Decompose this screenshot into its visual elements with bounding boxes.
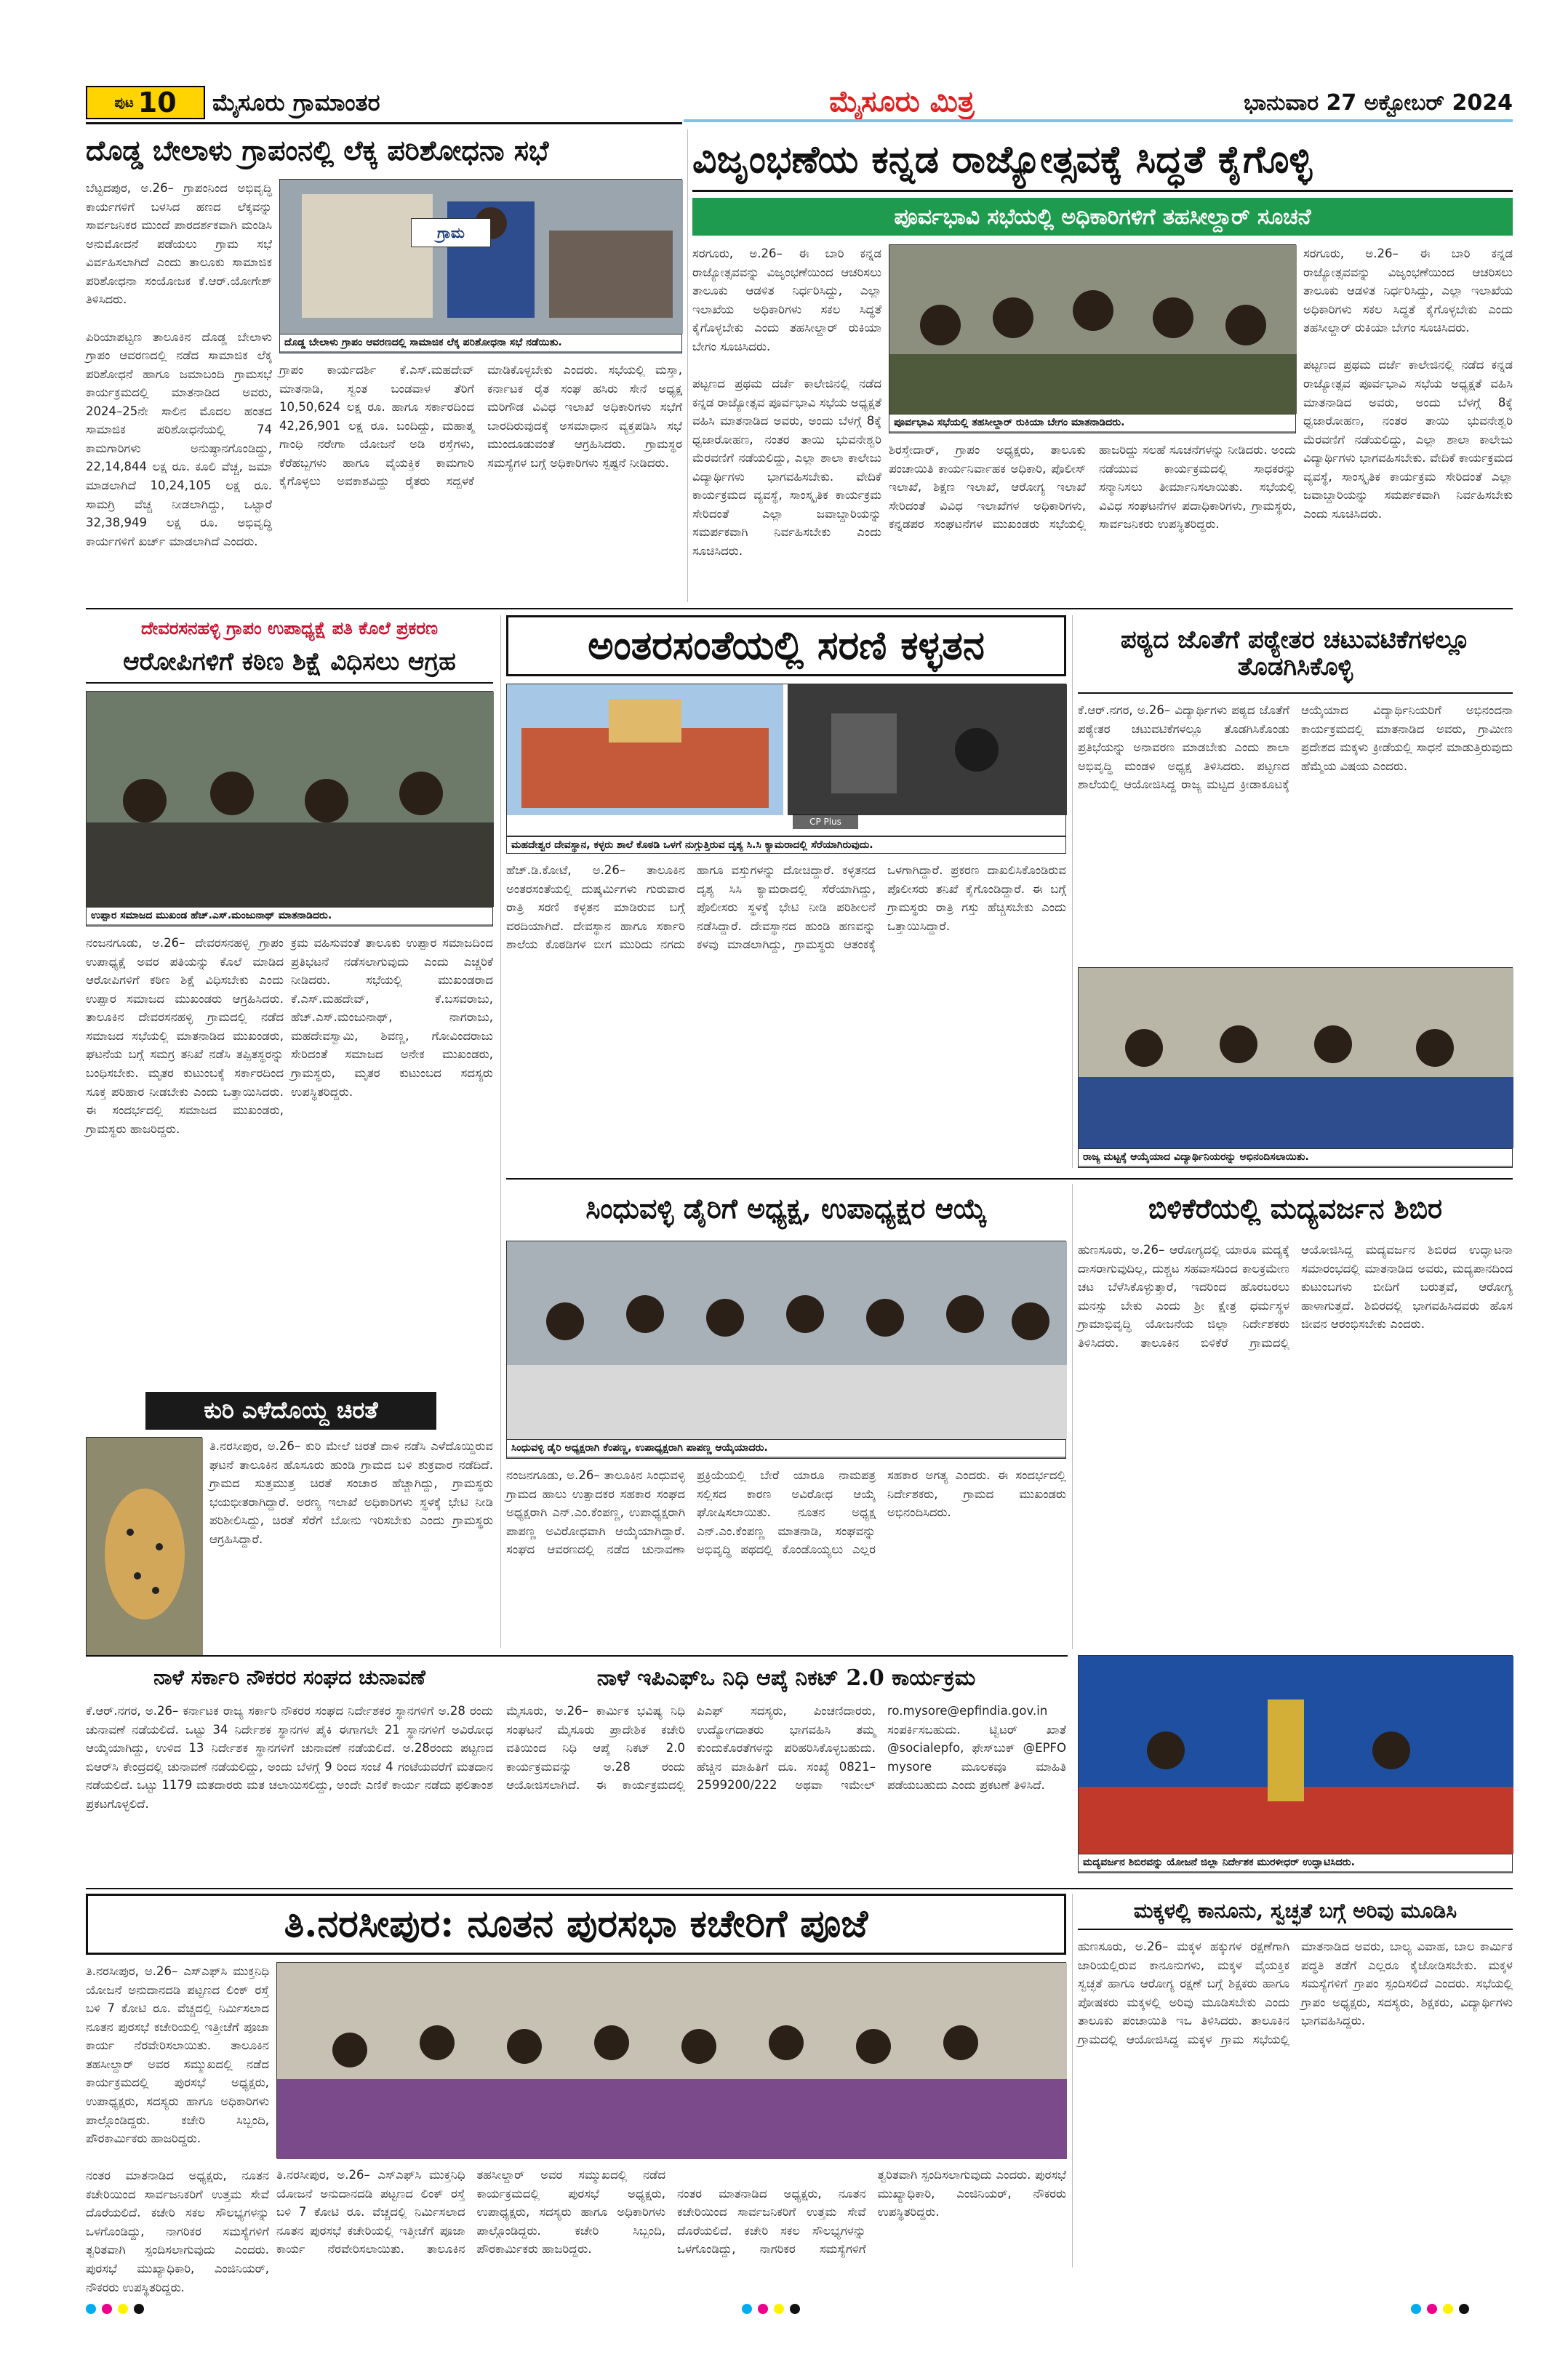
headline-a10: ನಾಳೆ ಇಪಿಎಫ್‌ಒ ನಿಧಿ ಆಪ್ಕೆ ನಿಕಟ್ 2.0 ಕಾರ್ಯಕ್ರಮ <box>596 1665 976 1691</box>
body-a1-bottom: ಗ್ರಾಪಂ ಕಾರ್ಯದರ್ಶಿ ಕೆ.ಎಸ್.ಮಹದೇವ್ ಮಾತನಾಡಿ, ಸ್ವಂತ ಬಂಡವಾಳ ತೆರಿಗೆ 10,50,624 ಲಕ್ಷ ರೂ. ಹಾಗೂ ಸರ್ಕಾರದಿಂದ 42,26,901 ಲಕ್ಷ ರೂ. ಬಂದಿದ್ದು, ಮಹಾತ್ಮ ಗಾಂಧಿ ನರೇಗಾ ಯೋಜನೆ ಅಡಿ ರಸ್ತೆಗಳು, ಕೆರೆಹಬ್ಬಗಳು ಹಾಗೂ ವೈಯಕ್ತಿಕ ಕಾಮಗಾರಿ ಕೈಗೊಳ್ಳಲು ಅವಕಾಶವಿದ್ದು ರೈತರು ಸದ್ಬಳಕೆ ಮಾಡಿಕೊಳ್ಳಬೇಕು ಎಂದರು. ಸಭೆಯಲ್ಲಿ ಮಸ್ತಾ, ಕರ್ನಾಟಕ ರೈತ ಸಂಘ ಹಸಿರು ಸೇನೆ ಅಧ್ಯಕ್ಷ ಮರಿಗೌಡ ವಿವಿಧ ಇಲಾಖೆ ಅಧಿಕಾರಿಗಳು ಸಭೆಗೆ ಬಾರದಿರುವುದಕ್ಕೆ ಅಸಮಾಧಾನ ವ್ಯಕ್ತಪಡಿಸಿ ಸಭೆ ಮುಂದೂಡುವಂತೆ ಆಗ್ರಹಿಸಿದರು. ಗ್ರಾಮಸ್ಥರ ಸಮಸ್ಯೆಗಳ ಬಗ್ಗೆ ಅಧಿಕಾರಿಗಳು ಸ್ಪಷ್ಟನೆ ನೀಡಿದರು. <box>279 363 682 489</box>
rule-1 <box>86 608 1513 609</box>
body-a11-left: ತಿ.ನರಸೀಪುರ, ಅ.26– ಎಸ್‌ಎಫ್‌ಸಿ ಮುಕ್ತನಿಧಿ ಯೋಜನೆ ಅನುದಾನದಡಿ ಪಟ್ಟಣದ ಲಿಂಕ್ ರಸ್ತೆ ಬಳಿ 7 ಕೋಟಿ ರೂ. ವೆಚ್ಚದಲ್ಲಿ ನಿರ್ಮಿಸಲಾದ ನೂತನ ಪುರಸಭೆ ಕಚೇರಿಯಲ್ಲಿ ಇತ್ತೀಚೆಗೆ ಪೂಜಾ ಕಾರ್ಯ ನೆರವೇರಿಸಲಾಯಿತು. ತಾಲೂಕಿನ ತಹಸೀಲ್ದಾರ್ ಅವರ ಸಮ್ಮುಖದಲ್ಲಿ ನಡೆದ ಕಾರ್ಯಕ್ರಮದಲ್ಲಿ ಪುರಸಭೆ ಅಧ್ಯಕ್ಷರು, ಉಪಾಧ್ಯಕ್ಷರು, ಸದಸ್ಯರು ಹಾಗೂ ಅಧಿಕಾರಿಗಳು ಪಾಲ್ಗೊಂಡಿದ್ದರು. ಕಚೇರಿ ಸಿಬ್ಬಂದಿ, ಪೌರಕಾರ್ಮಿಕರು ಹಾಜರಿದ್ದರು. ನಂತರ ಮಾತನಾಡಿದ ಅಧ್ಯಕ್ಷರು, ನೂತನ ಕಚೇರಿಯಿಂದ ಸಾರ್ವಜನಿಕರಿಗೆ ಉತ್ತಮ ಸೇವೆ ದೊರೆಯಲಿದೆ. ಕಚೇರಿ ಸಕಲ ಸೌಲಭ್ಯಗಳನ್ನು ಒಳಗೊಂಡಿದ್ದು, ನಾಗರಿಕರ ಸಮಸ್ಯೆಗಳಿಗೆ ತ್ವರಿತವಾಗಿ ಸ್ಪಂದಿಸಲಾಗುವುದು ಎಂದರು. ಪುರಸಭೆ ಮುಖ್ಯಾಧಿಕಾರಿ, ಎಂಜಿನಿಯರ್, ನೌಕರರು ಉಪಸ್ಥಿತರಿದ್ದರು. <box>86 1964 269 2294</box>
caption-a3: ಉಪ್ಪಾರ ಸಮಾಜದ ಮುಖಂಡ ಹೆಚ್.ಎಸ್.ಮಂಜುನಾಥ್ ಮಾತನಾಡಿದರು. <box>87 907 492 924</box>
headline-a1: ದೊಡ್ಡ ಬೇಲಾಳು ಗ್ರಾಪಂನಲ್ಲಿ ಲೆಕ್ಕ ಪರಿಶೋಧನಾ ಸಭೆ <box>86 134 549 167</box>
header-rule <box>86 122 682 124</box>
body-a8: ತಿ.ನರಸೀಪುರ, ಅ.26– ಕುರಿ ಮೇಲೆ ಚಿರತೆ ದಾಳಿ ನಡೆಸಿ ಎಳೆದೊಯ್ದಿರುವ ಘಟನೆ ತಾಲೂಕಿನ ಹೊಸೂರು ಹುಂಡಿ ಗ್ರಾಮದ ಬಳಿ ಶುಕ್ರವಾರ ನಡೆದಿದೆ. ಗ್ರಾಮದ ಸುತ್ತಮುತ್ತ ಚಿರತೆ ಸಂಚಾರ ಹೆಚ್ಚಾಗಿದ್ದು, ಗ್ರಾಮಸ್ಥರು ಭಯಭೀತರಾಗಿದ್ದಾರೆ. ಅರಣ್ಯ ಇಲಾಖೆ ಅಧಿಕಾರಿಗಳು ಸ್ಥಳಕ್ಕೆ ಭೇಟಿ ನೀಡಿ ಪರಿಶೀಲಿಸಿದ್ದು, ಚಿರತೆ ಸೆರೆಗೆ ಬೋನು ಇರಿಸಬೇಕು ಎಂದು ಗ್ರಾಮಸ್ಥರು ಆಗ್ರಹಿಸಿದ್ದಾರೆ. <box>209 1439 493 1546</box>
photo-a6 <box>506 1241 1066 1459</box>
col-divider-2 <box>500 615 501 1648</box>
rule-2 <box>506 1178 1513 1180</box>
photo-a11 <box>276 1962 1066 2158</box>
headline-a8: ಕುರಿ ಎಳೆದೊಯ್ದ ಚಿರತೆ <box>145 1392 436 1430</box>
col-divider-5 <box>1072 1894 1073 2267</box>
page-number-box <box>86 86 205 119</box>
rule-3 <box>86 1655 1068 1657</box>
col-divider-3 <box>1072 615 1073 1168</box>
headline-a2: ವಿಜೃಂಭಣೆಯ ಕನ್ನಡ ರಾಜ್ಯೋತ್ಸವಕ್ಕೆ ಸಿದ್ಧತೆ ಕೈಗೊಳ್ಳಿ <box>692 129 1513 192</box>
masthead-logo: ಮೈಸೂರು ಮಿತ್ರ <box>829 84 975 119</box>
col-divider <box>687 129 688 602</box>
section-title: ಮೈಸೂರು ಗ್ರಾಮಾಂತರ <box>212 88 380 116</box>
caption-a4: ಮಹದೇಶ್ವರ ದೇವಸ್ಥಾನ, ಕಳ್ಳರು ಶಾಲೆ ಕೊಠಡಿ ಒಳಗೆ ನುಗ್ಗುತ್ತಿರುವ ದೃಶ್ಯ ಸಿ.ಸಿ ಕ್ಯಾಮರಾದಲ್ಲಿ ಸೆರೆಯಾಗಿರುವುದು. <box>506 836 1066 854</box>
body-a5: ಕೆ.ಆರ್.ನಗರ, ಅ.26– ವಿದ್ಯಾರ್ಥಿಗಳು ಪಠ್ಯದ ಜೊತೆಗೆ ಪಠ್ಯೇತರ ಚಟುವಟಿಕೆಗಳಲ್ಲೂ ತೊಡಗಿಸಿಕೊಂಡು ಪ್ರತಿಭೆಯನ್ನು ಅನಾವರಣ ಮಾಡಬೇಕು ಎಂದು ಶಾಲಾ ಅಭಿವೃದ್ಧಿ ಮಂಡಳಿ ಅಧ್ಯಕ್ಷ ತಿಳಿಸಿದರು. ಪಟ್ಟಣದ ಶಾಲೆಯಲ್ಲಿ ಆಯೋಜಿಸಿದ್ದ ರಾಜ್ಯ ಮಟ್ಟದ ಕ್ರೀಡಾಕೂಟಕ್ಕೆ ಆಯ್ಕೆಯಾದ ವಿದ್ಯಾರ್ಥಿನಿಯರಿಗೆ ಅಭಿನಂದನಾ ಕಾರ್ಯಕ್ರಮದಲ್ಲಿ ಮಾತನಾಡಿದ ಅವರು, ಗ್ರಾಮೀಣ ಪ್ರದೇಶದ ಮಕ್ಕಳು ಕ್ರೀಡೆಯಲ್ಲಿ ಸಾಧನೆ ಮಾಡುತ್ತಿರುವುದು ಹೆಮ್ಮೆಯ ವಿಷಯ ಎಂದರು. <box>1078 703 1513 792</box>
page-number: 10 <box>137 87 177 119</box>
headline-a4: ಅಂತರಸಂತೆಯಲ್ಲಿ ಸರಣಿ ಕಳ್ಳತನ <box>506 615 1066 676</box>
headline-a9: ನಾಳೆ ಸರ್ಕಾರಿ ನೌಕರರ ಸಂಘದ ಚುನಾವಣೆ <box>153 1665 425 1689</box>
headline-a11: ತಿ.ನರಸೀಪುರ: ನೂತನ ಪುರಸಭಾ ಕಚೇರಿಗೆ ಪೂಜೆ <box>86 1894 1066 1955</box>
headline-a5: ಪಠ್ಯದ ಜೊತೆಗೆ ಪಠ್ಯೇತರ ಚಟುವಟಿಕೆಗಳಲ್ಲೂ ತೊಡಗಿಸಿಕೊಳ್ಳಿ <box>1078 615 1513 694</box>
body-a10: ಮೈಸೂರು, ಅ.26– ಕಾರ್ಮಿಕ ಭವಿಷ್ಯ ನಿಧಿ ಸಂಘಟನೆ ಮೈಸೂರು ಪ್ರಾದೇಶಿಕ ಕಚೇರಿ ವತಿಯಿಂದ ನಿಧಿ ಆಪ್ಕೆ ನಿಕಟ್ 2.0 ಕಾರ್ಯಕ್ರಮವನ್ನು ಅ.28 ರಂದು ಆಯೋಜಿಸಲಾಗಿದೆ. ಈ ಕಾರ್ಯಕ್ರಮದಲ್ಲಿ ಪಿಎಫ್ ಸದಸ್ಯರು, ಪಿಂಚಣಿದಾರರು, ಉದ್ಯೋಗದಾತರು ಭಾಗವಹಿಸಿ ತಮ್ಮ ಕುಂದುಕೊರತೆಗಳನ್ನು ಪರಿಹರಿಸಿಕೊಳ್ಳಬಹುದು. ಹೆಚ್ಚಿನ ಮಾಹಿತಿಗೆ ದೂ. ಸಂಖ್ಯೆ 0821–2599200/222 ಅಥವಾ ಇಮೇಲ್ ro.mysore@epfindia.gov.in ಸಂಪರ್ಕಿಸಬಹುದು. ಟ್ವಿಟರ್ ಖಾತೆ @socialepfo, ಫೇಸ್‌ಬುಕ್ @EPFO mysore ಮೂಲಕವೂ ಮಾಹಿತಿ ಪಡೆಯಬಹುದು ಎಂದು ಪ್ರಕಟಣೆ ತಿಳಿಸಿದೆ. <box>506 1704 1066 1793</box>
body-a6: ನಂಜನಗೂಡು, ಅ.26– ತಾಲೂಕಿನ ಸಿಂಧುವಳ್ಳಿ ಗ್ರಾಮದ ಹಾಲು ಉತ್ಪಾದಕರ ಸಹಕಾರ ಸಂಘದ ಅಧ್ಯಕ್ಷರಾಗಿ ಎನ್.ಎಂ.ಕೆಂಪಣ್ಣ, ಉಪಾಧ್ಯಕ್ಷರಾಗಿ ಪಾಪಣ್ಣ ಅವಿರೋಧವಾಗಿ ಆಯ್ಕೆಯಾಗಿದ್ದಾರೆ. ಸಂಘದ ಆವರಣದಲ್ಲಿ ನಡೆದ ಚುನಾವಣಾ ಪ್ರಕ್ರಿಯೆಯಲ್ಲಿ ಬೇರೆ ಯಾರೂ ನಾಮಪತ್ರ ಸಲ್ಲಿಸದ ಕಾರಣ ಅವಿರೋಧ ಆಯ್ಕೆ ಘೋಷಿಸಲಾಯಿತು. ನೂತನ ಅಧ್ಯಕ್ಷ ಎನ್.ಎಂ.ಕೆಂಪಣ್ಣ ಮಾತನಾಡಿ, ಸಂಘವನ್ನು ಅಭಿವೃದ್ಧಿ ಪಥದಲ್ಲಿ ಕೊಂಡೊಯ್ಯಲು ಎಲ್ಲರ ಸಹಕಾರ ಅಗತ್ಯ ಎಂದರು. ಈ ಸಂದರ್ಭದಲ್ಲಿ ನಿರ್ದೇಶಕರು, ಗ್ರಾಮದ ಮುಖಂಡರು ಅಭಿನಂದಿಸಿದರು. <box>506 1468 1066 1557</box>
registration-dots-right <box>1411 2304 1469 2314</box>
body-a1-top: ಬೆಟ್ಟದಪುರ, ಅ.26– ಗ್ರಾಪಂನಿಂದ ಅಭಿವೃದ್ಧಿ ಕಾರ್ಯಗಳಿಗೆ ಬಳಸಿದ ಹಣದ ಲೆಕ್ಕವನ್ನು ಸಾರ್ವಜನಿಕರ ಮುಂದೆ ಪಾರದರ್ಶಕವಾಗಿ ಮಂಡಿಸಿ ಅನುಮೋದನೆ ಪಡೆಯಲು ಗ್ರಾಮ ಸಭೆ ವಿರ್ವಹಿಸಲಾಗಿದೆ ಎಂದು ತಾಲೂಕು ಸಾಮಾಜಿಕ ಪರಿಶೋಧನಾ ಸಂಯೋಜಕ ಕೆ.ಆರ್.ಯೋಗೇಶ್ ತಿಳಿಸಿದರು. ಪಿರಿಯಾಪಟ್ಟಣ ತಾಲೂಕಿನ ದೊಡ್ಡ ಬೇಲಾಳು ಗ್ರಾಪಂ ಆವರಣದಲ್ಲಿ ನಡೆದ ಸಾಮಾಜಿಕ ಲೆಕ್ಕ ಪರಿಶೋಧನೆ ಹಾಗೂ ಜಮಾಬಂದಿ ಗ್ರಾಮಸಭೆ ಕಾರ್ಯಕ್ರಮದಲ್ಲಿ ಮಾತನಾಡಿದ ಅವರು, 2024–25ನೇ ಸಾಲಿನ ಮೊದಲ ಹಂತದ ಸಾಮಾಜಿಕ ಪರಿಶೋಧನೆಯಲ್ಲಿ 74 ಕಾಮಗಾರಿಗಳು ಅನುಷ್ಠಾನಗೊಂಡಿದ್ದು, 22,14,844 ಲಕ್ಷ ರೂ. ಕೂಲಿ ವೆಚ್ಚ, ಜಮಾ ಮಾಡಲಾಗಿದೆ 10,24,105 ಲಕ್ಷ ರೂ. ಸಾಮಗ್ರಿ ವೆಚ್ಚ ನೀಡಲಾಗಿದ್ದು, ಒಟ್ಟಾರೆ 32,38,949 ಲಕ್ಷ ರೂ. ಅಭಿವೃದ್ಧಿ ಕಾರ್ಯಗಳಿಗೆ ಖರ್ಚ್ ಮಾಡಲಾಗಿದೆ ಎಂದರು. <box>86 181 272 548</box>
body-a3-2: ಕ್ರಮ ವಹಿಸುವಂತೆ ತಾಲೂಕು ಉಪ್ಪಾರ ಸಮಾಜದಿಂದ ಪ್ರತಿಭಟನೆ ನಡೆಸಲಾಗುವುದು ಎಂದು ಎಚ್ಚರಿಕೆ ನೀಡಿದರು. ಸಭೆಯಲ್ಲಿ ಮುಖಂಡರಾದ ಕೆ.ಎಸ್.ಮಹದೇವ್, ಕೆ.ಬಸವರಾಜು, ಹೆಚ್.ಎಸ್.ಮಂಜುನಾಥ್, ನಾಗರಾಜು, ಮಹದೇವಸ್ವಾಮಿ, ಶಿವಣ್ಣ, ಗೋವಿಂದರಾಜು ಸೇರಿದಂತೆ ಸಮಾಜದ ಅನೇಕ ಮುಖಂಡರು, ಗ್ರಾಮಸ್ಥರು, ಮೃತರ ಕುಟುಂಬದ ಸದಸ್ಯರು ಉಪಸ್ಥಿತರಿದ್ದರು. <box>291 936 493 1099</box>
headline-a12: ಮಕ್ಕಳಲ್ಲಿ ಕಾನೂನು, ಸ್ವಚ್ಛತೆ ಬಗ್ಗೆ ಅರಿವು ಮೂಡಿಸಿ <box>1078 1894 1513 1930</box>
headline-a3: ಆರೋಪಿಗಳಿಗೆ ಕಠಿಣ ಶಿಕ್ಷೆ ವಿಧಿಸಲು ಆಗ್ರಹ <box>86 643 493 684</box>
photo-a5 <box>1078 967 1513 1168</box>
caption-a7: ಮದ್ಯವರ್ಜನ ಶಿಬಿರವನ್ನು ಯೋಜನೆ ಜಿಲ್ಲಾ ನಿರ್ದೇಶಕ ಮುರಳೀಧರ್ ಉದ್ಘಾಟಿಸಿದರು. <box>1079 1854 1512 1871</box>
header-rule-blue <box>684 119 1513 122</box>
photo-a1 <box>279 179 682 353</box>
photo-a4 <box>506 684 1066 836</box>
photo-a8-leopard <box>86 1437 202 1655</box>
body-a4: ಹೆಚ್.ಡಿ.ಕೋಟೆ, ಅ.26– ತಾಲೂಕಿನ ಅಂತರಸಂತೆಯಲ್ಲಿ ದುಷ್ಕರ್ಮಿಗಳು ಗುರುವಾರ ರಾತ್ರಿ ಸರಣಿ ಕಳ್ಳತನ ಮಾಡಿರುವ ಬಗ್ಗೆ ವರದಿಯಾಗಿದೆ. ದೇವಸ್ಥಾನ ಹಾಗೂ ಸರ್ಕಾರಿ ಶಾಲೆಯ ಕೊಠಡಿಗಳ ಬೀಗ ಮುರಿದು ನಗದು ಹಾಗೂ ವಸ್ತುಗಳನ್ನು ದೋಚಿದ್ದಾರೆ. ಕಳ್ಳತನದ ದೃಶ್ಯ ಸಿಸಿ ಕ್ಯಾಮರಾದಲ್ಲಿ ಸೆರೆಯಾಗಿದ್ದು, ಪೊಲೀಸರು ಸ್ಥಳಕ್ಕೆ ಭೇಟಿ ನೀಡಿ ಪರಿಶೀಲನೆ ನಡೆಸಿದ್ದಾರೆ. ದೇವಸ್ಥಾನದ ಹುಂಡಿ ಹಣವನ್ನು ಕಳವು ಮಾಡಲಾಗಿದ್ದು, ಗ್ರಾಮಸ್ಥರು ಆತಂಕಕ್ಕೆ ಒಳಗಾಗಿದ್ದಾರೆ. ಪ್ರಕರಣ ದಾಖಲಿಸಿಕೊಂಡಿರುವ ಪೊಲೀಸರು ತನಿಖೆ ಕೈಗೊಂಡಿದ್ದಾರೆ. ಈ ಬಗ್ಗೆ ಗ್ರಾಮಸ್ಥರು ರಾತ್ರಿ ಗಸ್ತು ಹೆಚ್ಚಿಸಬೇಕು ಎಂದು ಒತ್ತಾಯಿಸಿದ್ದಾರೆ. <box>506 863 1066 952</box>
photo-a1-banner: ಗ್ರಾಮ <box>411 218 491 247</box>
subhead-a2: ಪೂರ್ವಭಾವಿ ಸಭೆಯಲ್ಲಿ ಅಧಿಕಾರಿಗಳಿಗೆ ತಹಸೀಲ್ದಾರ್ ಸೂಚನೆ <box>692 198 1513 236</box>
rule-4 <box>86 1888 1513 1889</box>
caption-a2: ಪೂರ್ವಭಾವಿ ಸಭೆಯಲ್ಲಿ ತಹಸೀಲ್ದಾರ್ ರುಕಿಯಾ ಬೇಗಂ ಮಾತನಾಡಿದರು. <box>889 414 1295 431</box>
body-a9: ಕೆ.ಆರ್.ನಗರ, ಅ.26– ಕರ್ನಾಟಕ ರಾಜ್ಯ ಸರ್ಕಾರಿ ನೌಕರರ ಸಂಘದ ನಿರ್ದೇಶಕರ ಸ್ಥಾನಗಳಿಗೆ ಅ.28 ರಂದು ಚುನಾವಣೆ ನಡೆಯಲಿದೆ. ಒಟ್ಟು 34 ನಿರ್ದೇಶಕ ಸ್ಥಾನಗಳ ಪೈಕಿ ಈಗಾಗಲೇ 21 ಸ್ಥಾನಗಳಿಗೆ ಅವಿರೋಧ ಆಯ್ಕೆಯಾಗಿದ್ದು, ಉಳಿದ 13 ನಿರ್ದೇಶಕ ಸ್ಥಾನಗಳಿಗೆ ಚುನಾವಣೆ ನಡೆಯಲಿದೆ. ಅ.28ರಂದು ಪಟ್ಟಣದ ಬಿಆರ್‌ಸಿ ಕೇಂದ್ರದಲ್ಲಿ ಚುನಾವಣೆ ನಡೆಯಲಿದ್ದು, ಅಂದು ಬೆಳಗ್ಗೆ 9 ರಿಂದ ಸಂಜೆ 4 ಗಂಟೆಯವರೆಗೆ ಮತದಾನ ನಡೆಯಲಿದೆ. ಒಟ್ಟು 1179 ಮತದಾರರು ಮತ ಚಲಾಯಿಸಲಿದ್ದು, ಅಂದೇ ಎಣಿಕೆ ಕಾರ್ಯ ನಡೆದು ಫಲಿತಾಂಶ ಪ್ರಕಟಗೊಳ್ಳಲಿದೆ. <box>86 1704 493 1811</box>
headline-a7: ಬಿಳಿಕೆರೆಯಲ್ಲಿ ಮದ್ಯವರ್ಜನ ಶಿಬಿರ <box>1148 1192 1443 1225</box>
cctv-label: CP Plus <box>793 814 858 829</box>
photo-a2 <box>889 244 1296 433</box>
body-a2-mid: ಶಿರಸ್ತೇದಾರ್, ಗ್ರಾಪಂ ಅಧ್ಯಕ್ಷರು, ತಾಲೂಕು ಪಂಚಾಯಿತಿ ಕಾರ್ಯನಿರ್ವಾಹಕ ಅಧಿಕಾರಿ, ಪೊಲೀಸ್ ಇಲಾಖೆ, ಶಿಕ್ಷಣ ಇಲಾಖೆ, ಆರೋಗ್ಯ ಇಲಾಖೆ ಸೇರಿದಂತೆ ವಿವಿಧ ಇಲಾಖೆಗಳ ಅಧಿಕಾರಿಗಳು, ಕನ್ನಡಪರ ಸಂಘಟನೆಗಳ ಮುಖಂಡರು ಸಭೆಯಲ್ಲಿ ಹಾಜರಿದ್ದು ಸಲಹೆ ಸೂಚನೆಗಳನ್ನು ನೀಡಿದರು. ಅಂದು ನಡೆಯುವ ಕಾರ್ಯಕ್ರಮದಲ್ಲಿ ಸಾಧಕರನ್ನು ಸನ್ಮಾನಿಸಲು ತೀರ್ಮಾನಿಸಲಾಯಿತು. ಸಭೆಯಲ್ಲಿ ವಿವಿಧ ಸಂಘಟನೆಗಳ ಪದಾಧಿಕಾರಿಗಳು, ಗ್ರಾಮಸ್ಥರು, ಸಾರ್ವಜನಿಕರು ಉಪಸ್ಥಿತರಿದ್ದರು. <box>889 443 1296 532</box>
registration-dots-center <box>742 2304 800 2314</box>
caption-a6: ಸಿಂಧುವಳ್ಳಿ ಡೈರಿ ಅಧ್ಯಕ್ಷರಾಗಿ ಕೆಂಪಣ್ಣ, ಉಪಾಧ್ಯಕ್ಷರಾಗಿ ಪಾಪಣ್ಣ ಆಯ್ಕೆಯಾದರು. <box>507 1439 1065 1457</box>
body-a12: ಹುಣಸೂರು, ಅ.26– ಮಕ್ಕಳ ಹಕ್ಕುಗಳ ರಕ್ಷಣೆಗಾಗಿ ಜಾರಿಯಲ್ಲಿರುವ ಕಾನೂನುಗಳು, ಮಕ್ಕಳ ವೈಯಕ್ತಿಕ ಸ್ವಚ್ಛತೆ ಹಾಗೂ ಆರೋಗ್ಯ ರಕ್ಷಣೆ ಬಗ್ಗೆ ಶಿಕ್ಷಕರು ಹಾಗೂ ಪೋಷಕರು ಮಕ್ಕಳಲ್ಲಿ ಅರಿವು ಮೂಡಿಸಬೇಕು ಎಂದು ತಾಲೂಕು ಪಂಚಾಯಿತಿ ಇಒ ತಿಳಿಸಿದರು. ತಾಲೂಕಿನ ಗ್ರಾಮದಲ್ಲಿ ಆಯೋಜಿಸಿದ್ದ ಮಕ್ಕಳ ಗ್ರಾಮ ಸಭೆಯಲ್ಲಿ ಮಾತನಾಡಿದ ಅವರು, ಬಾಲ್ಯ ವಿವಾಹ, ಬಾಲ ಕಾರ್ಮಿಕ ಪದ್ಧತಿ ತಡೆಗೆ ಎಲ್ಲರೂ ಕೈಜೋಡಿಸಬೇಕು. ಮಕ್ಕಳ ಸಮಸ್ಯೆಗಳಿಗೆ ಗ್ರಾಪಂ ಸ್ಪಂದಿಸಲಿದೆ ಎಂದರು. ಸಭೆಯಲ್ಲಿ ಗ್ರಾಪಂ ಅಧ್ಯಕ್ಷರು, ಸದಸ್ಯರು, ಶಿಕ್ಷಕರು, ವಿದ್ಯಾರ್ಥಿಗಳು ಭಾಗವಹಿಸಿದ್ದರು. <box>1078 1939 1513 2046</box>
kicker-a3: ದೇವರಸನಹಳ್ಳಿ ಗ್ರಾಪಂ ಉಪಾಧ್ಯಕ್ಷೆ ಪತಿ ಕೊಲೆ ಪ್ರಕರಣ <box>86 615 493 641</box>
photo-a3 <box>86 691 493 926</box>
headline-a6: ಸಿಂಧುವಳ್ಳಿ ಡೈರಿಗೆ ಅಧ್ಯಕ್ಷ, ಉಪಾಧ್ಯಕ್ಷರ ಆಯ್ಕೆ <box>585 1192 987 1225</box>
registration-dots-left <box>86 2304 144 2314</box>
caption-a1: ದೊಡ್ಡ ಬೇಲಾಳು ಗ್ರಾಪಂ ಆವರಣದಲ್ಲಿ ಸಾಮಾಜಿಕ ಲೆಕ್ಕ ಪರಿಶೋಧನಾ ಸಭೆ ನಡೆಯಿತು. <box>280 334 681 351</box>
body-a2-right: ಸರಗೂರು, ಅ.26– ಈ ಬಾರಿ ಕನ್ನಡ ರಾಜ್ಯೋತ್ಸವವನ್ನು ವಿಜೃಂಭಣೆಯಿಂದ ಆಚರಿಸಲು ತಾಲೂಕು ಆಡಳಿತ ನಿರ್ಧರಿಸಿದ್ದು, ಎಲ್ಲಾ ಇಲಾಖೆಯ ಅಧಿಕಾರಿಗಳು ಸಕಲ ಸಿದ್ಧತೆ ಕೈಗೊಳ್ಳಬೇಕು ಎಂದು ತಹಸೀಲ್ದಾರ್ ರುಕಿಯಾ ಬೇಗಂ ಸೂಚಿಸಿದರು. ಪಟ್ಟಣದ ಪ್ರಥಮ ದರ್ಜೆ ಕಾಲೇಜಿನಲ್ಲಿ ನಡೆದ ಕನ್ನಡ ರಾಜ್ಯೋತ್ಸವ ಪೂರ್ವಭಾವಿ ಸಭೆಯ ಅಧ್ಯಕ್ಷತೆ ವಹಿಸಿ ಮಾತನಾಡಿದ ಅವರು, ಅಂದು ಬೆಳಗ್ಗೆ 8ಕ್ಕೆ ಧ್ವಜಾರೋಹಣ, ನಂತರ ತಾಯಿ ಭುವನೇಶ್ವರಿ ಮೆರವಣಿಗೆ ನಡೆಯಲಿದ್ದು, ಎಲ್ಲಾ ಶಾಲಾ ಕಾಲೇಜು ವಿದ್ಯಾರ್ಥಿಗಳು ಭಾಗವಹಿಸಬೇಕು. ವೇದಿಕೆ ಕಾರ್ಯಕ್ರಮದ ವ್ಯವಸ್ಥೆ, ಸಾಂಸ್ಕೃತಿಕ ಕಾರ್ಯಕ್ರಮ ಸೇರಿದಂತೆ ಎಲ್ಲಾ ಜವಾಬ್ದಾರಿಯನ್ನು ಸಮರ್ಪಕವಾಗಿ ನಿರ್ವಹಿಸಬೇಕು ಎಂದು ಸೂಚಿಸಿದರು. <box>1303 247 1513 521</box>
body-a3: ನಂಜನಗೂಡು, ಅ.26– ದೇವರಸನಹಳ್ಳಿ ಗ್ರಾಪಂ ಉಪಾಧ್ಯಕ್ಷೆ ಅವರ ಪತಿಯನ್ನು ಕೊಲೆ ಮಾಡಿದ ಆರೋಪಿಗಳಿಗೆ ಕಠಿಣ ಶಿಕ್ಷೆ ವಿಧಿಸಬೇಕು ಎಂದು ಉಪ್ಪಾರ ಸಮಾಜದ ಮುಖಂಡರು ಆಗ್ರಹಿಸಿದರು. ತಾಲೂಕಿನ ದೇವರಸನಹಳ್ಳಿ ಗ್ರಾಮದಲ್ಲಿ ನಡೆದ ಸಮಾಜದ ಸಭೆಯಲ್ಲಿ ಮಾತನಾಡಿದ ಮುಖಂಡರು, ಘಟನೆಯ ಬಗ್ಗೆ ಸಮಗ್ರ ತನಿಖೆ ನಡೆಸಿ ತಪ್ಪಿತಸ್ಥರನ್ನು ಬಂಧಿಸಬೇಕು. ಮೃತರ ಕುಟುಂಬಕ್ಕೆ ಸರ್ಕಾರದಿಂದ ಸೂಕ್ತ ಪರಿಹಾರ ನೀಡಬೇಕು ಎಂದು ಒತ್ತಾಯಿಸಿದರು. ಈ ಸಂದರ್ಭದಲ್ಲಿ ಸಮಾಜದ ಮುಖಂಡರು, ಗ್ರಾಮಸ್ಥರು ಹಾಜರಿದ್ದರು. <box>86 936 284 1136</box>
body-a11-bottom: ತಿ.ನರಸೀಪುರ, ಅ.26– ಎಸ್‌ಎಫ್‌ಸಿ ಮುಕ್ತನಿಧಿ ಯೋಜನೆ ಅನುದಾನದಡಿ ಪಟ್ಟಣದ ಲಿಂಕ್ ರಸ್ತೆ ಬಳಿ 7 ಕೋಟಿ ರೂ. ವೆಚ್ಚದಲ್ಲಿ ನಿರ್ಮಿಸಲಾದ ನೂತನ ಪುರಸಭೆ ಕಚೇರಿಯಲ್ಲಿ ಇತ್ತೀಚೆಗೆ ಪೂಜಾ ಕಾರ್ಯ ನೆರವೇರಿಸಲಾಯಿತು. ತಾಲೂಕಿನ ತಹಸೀಲ್ದಾರ್ ಅವರ ಸಮ್ಮುಖದಲ್ಲಿ ನಡೆದ ಕಾರ್ಯಕ್ರಮದಲ್ಲಿ ಪುರಸಭೆ ಅಧ್ಯಕ್ಷರು, ಉಪಾಧ್ಯಕ್ಷರು, ಸದಸ್ಯರು ಹಾಗೂ ಅಧಿಕಾರಿಗಳು ಪಾಲ್ಗೊಂಡಿದ್ದರು. ಕಚೇರಿ ಸಿಬ್ಬಂದಿ, ಪೌರಕಾರ್ಮಿಕರು ಹಾಜರಿದ್ದರು. ನಂತರ ಮಾತನಾಡಿದ ಅಧ್ಯಕ್ಷರು, ನೂತನ ಕಚೇರಿಯಿಂದ ಸಾರ್ವಜನಿಕರಿಗೆ ಉತ್ತಮ ಸೇವೆ ದೊರೆಯಲಿದೆ. ಕಚೇರಿ ಸಕಲ ಸೌಲಭ್ಯಗಳನ್ನು ಒಳಗೊಂಡಿದ್ದು, ನಾಗರಿಕರ ಸಮಸ್ಯೆಗಳಿಗೆ ತ್ವರಿತವಾಗಿ ಸ್ಪಂದಿಸಲಾಗುವುದು ಎಂದರು. ಪುರಸಭೆ ಮುಖ್ಯಾಧಿಕಾರಿ, ಎಂಜಿನಿಯರ್, ನೌಕರರು ಉಪಸ್ಥಿತರಿದ್ದರು. <box>276 2168 1066 2257</box>
caption-a5: ರಾಜ್ಯ ಮಟ್ಟಕ್ಕೆ ಆಯ್ಕೆಯಾದ ವಿದ್ಯಾರ್ಥಿನಿಯರನ್ನು ಅಭಿನಂದಿಸಲಾಯಿತು. <box>1079 1148 1512 1166</box>
body-a2-left: ಸರಗೂರು, ಅ.26– ಈ ಬಾರಿ ಕನ್ನಡ ರಾಜ್ಯೋತ್ಸವವನ್ನು ವಿಜೃಂಭಣೆಯಿಂದ ಆಚರಿಸಲು ತಾಲೂಕು ಆಡಳಿತ ನಿರ್ಧರಿಸಿದ್ದು, ಎಲ್ಲಾ ಇಲಾಖೆಯ ಅಧಿಕಾರಿಗಳು ಸಕಲ ಸಿದ್ಧತೆ ಕೈಗೊಳ್ಳಬೇಕು ಎಂದು ತಹಸೀಲ್ದಾರ್ ರುಕಿಯಾ ಬೇಗಂ ಸೂಚಿಸಿದರು. ಪಟ್ಟಣದ ಪ್ರಥಮ ದರ್ಜೆ ಕಾಲೇಜಿನಲ್ಲಿ ನಡೆದ ಕನ್ನಡ ರಾಜ್ಯೋತ್ಸವ ಪೂರ್ವಭಾವಿ ಸಭೆಯ ಅಧ್ಯಕ್ಷತೆ ವಹಿಸಿ ಮಾತನಾಡಿದ ಅವರು, ಅಂದು ಬೆಳಗ್ಗೆ 8ಕ್ಕೆ ಧ್ವಜಾರೋಹಣ, ನಂತರ ತಾಯಿ ಭುವನೇಶ್ವರಿ ಮೆರವಣಿಗೆ ನಡೆಯಲಿದ್ದು, ಎಲ್ಲಾ ಶಾಲಾ ಕಾಲೇಜು ವಿದ್ಯಾರ್ಥಿಗಳು ಭಾಗವಹಿಸಬೇಕು. ವೇದಿಕೆ ಕಾರ್ಯಕ್ರಮದ ವ್ಯವಸ್ಥೆ, ಸಾಂಸ್ಕೃತಿಕ ಕಾರ್ಯಕ್ರಮ ಸೇರಿದಂತೆ ಎಲ್ಲಾ ಜವಾಬ್ದಾರಿಯನ್ನು ಸಮರ್ಪಕವಾಗಿ ನಿರ್ವಹಿಸಬೇಕು ಎಂದು ಸೂಚಿಸಿದರು. <box>692 247 881 558</box>
photo-a7 <box>1078 1655 1513 1873</box>
dateline: ಭಾನುವಾರ 27 ಅಕ್ಟೋಬರ್ 2024 <box>1244 89 1513 116</box>
col-divider-4 <box>1072 1184 1073 1649</box>
body-a7: ಹುಣಸೂರು, ಅ.26– ಆರೋಗ್ಯದಲ್ಲಿ ಯಾರೂ ಮದ್ಯಕ್ಕೆ ದಾಸರಾಗುವುದಿಲ್ಲ, ದುಶ್ಚಟ ಸಹವಾಸದಿಂದ ಕಾಲಕ್ರಮೇಣ ಚಟ ಬೆಳೆಸಿಕೊಳ್ಳುತ್ತಾರೆ, ಇದರಿಂದ ಹೊರಬರಲು ಮನಸ್ಸು ಬೇಕು ಎಂದು ಶ್ರೀ ಕ್ಷೇತ್ರ ಧರ್ಮಸ್ಥಳ ಗ್ರಾಮಾಭಿವೃದ್ಧಿ ಯೋಜನೆಯ ಜಿಲ್ಲಾ ನಿರ್ದೇಶಕರು ತಿಳಿಸಿದರು. ತಾಲೂಕಿನ ಬಿಳಿಕೆರೆ ಗ್ರಾಮದಲ್ಲಿ ಆಯೋಜಿಸಿದ್ದ ಮದ್ಯವರ್ಜನ ಶಿಬಿರದ ಉದ್ಘಾಟನಾ ಸಮಾರಂಭದಲ್ಲಿ ಮಾತನಾಡಿದ ಅವರು, ಮದ್ಯಪಾನದಿಂದ ಕುಟುಂಬಗಳು ಬೀದಿಗೆ ಬರುತ್ತವೆ, ಆರೋಗ್ಯ ಹಾಳಾಗುತ್ತದೆ. ಶಿಬಿರದಲ್ಲಿ ಭಾಗವಹಿಸಿದವರು ಹೊಸ ಜೀವನ ಆರಂಭಿಸಬೇಕು ಎಂದರು. <box>1078 1243 1513 1350</box>
page-label: ಪುಟ <box>114 95 134 111</box>
